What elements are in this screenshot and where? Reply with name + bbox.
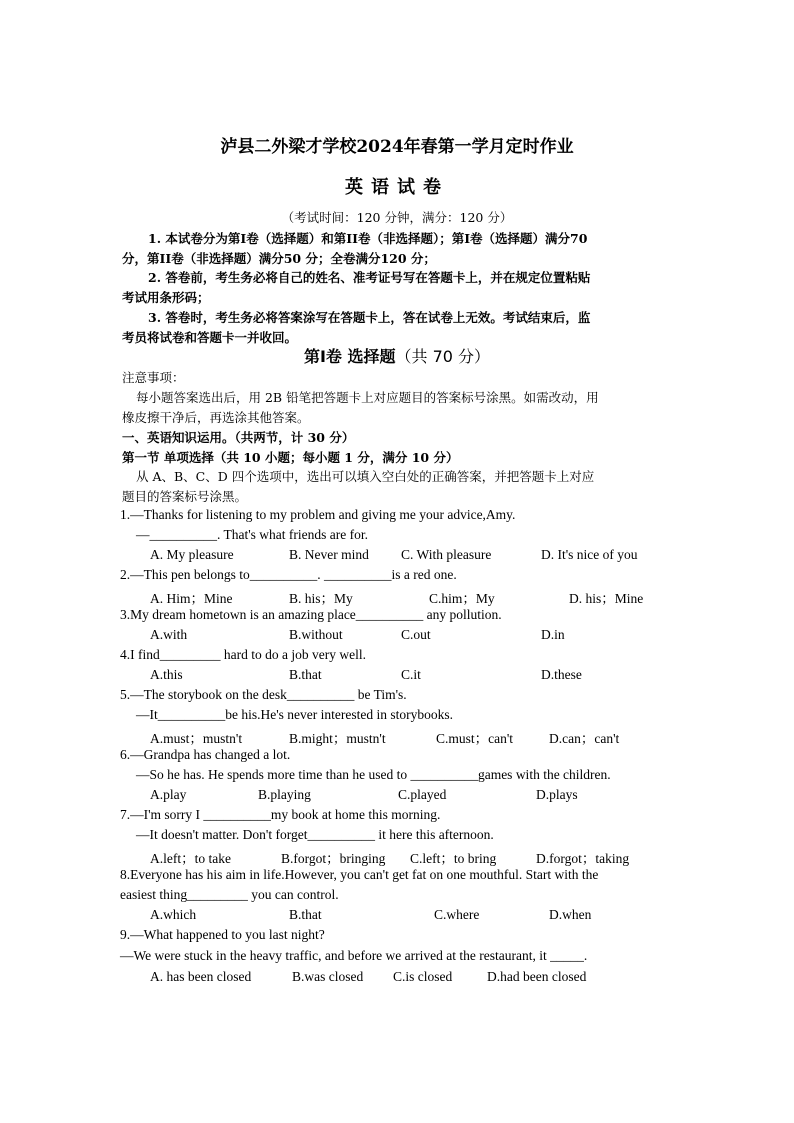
subsection-heading: 第一节 单项选择（共 10 小题；每小题 1 分，满分 10 分） — [122, 450, 459, 465]
instruction-2b: 考试用条形码； — [122, 290, 210, 305]
q9-option-d: D.had been closed — [487, 969, 587, 984]
question-3-line-1: 3.My dream hometown is an amazing place__________ any pollution. — [120, 607, 502, 622]
question-6-line-1: 6.—Grandpa has changed a lot. — [120, 747, 291, 762]
q7-option-d: D.forgot；taking — [536, 851, 630, 866]
subsection-desc-b: 题目的答案标号涂黑。 — [122, 489, 248, 504]
q7-option-c: C.left；to bring — [410, 851, 497, 866]
question-7-line-2: —It doesn't matter. Don't forget__________ it here this afternoon. — [136, 827, 494, 842]
note-text-b: 橡皮擦干净后，再选涂其他答案。 — [122, 410, 310, 425]
part-heading: 一、英语知识运用。（共两节，计 30 分） — [122, 430, 355, 445]
instruction-3b: 考员将试卷和答题卡一并收回。 — [122, 330, 298, 345]
section-title: 第Ⅰ卷 选择题 — [303, 347, 396, 366]
question-1-line-1: 1.—Thanks for listening to my problem and giving me your advice,Amy. — [120, 507, 516, 522]
q3-option-b: B.without — [289, 627, 343, 642]
instruction-3a: 3. 答卷时，考生务必将答案涂写在答题卡上，答在试卷上无效。考试结束后，监 — [148, 310, 591, 325]
q1-option-a: A. My pleasure — [150, 547, 234, 562]
q1-option-c: C. With pleasure — [401, 547, 492, 562]
instruction-1b: 分，第II卷（非选择题）满分50 分；全卷满分120 分； — [122, 251, 436, 266]
question-9-line-2: —We were stuck in the heavy traffic, and before we arrived at the restaurant, it _____. — [120, 948, 588, 963]
q2-option-d: D. his；Mine — [569, 591, 644, 606]
q5-option-c: C.must；can't — [436, 731, 514, 746]
q2-option-a: A. Him；Mine — [150, 591, 233, 606]
q8-option-d: D.when — [549, 907, 592, 922]
q7-option-a: A.left；to take — [150, 851, 231, 866]
q2-option-c: C.him；My — [429, 591, 495, 606]
q1-option-b: B. Never mind — [289, 547, 369, 562]
question-2-line-1: 2.—This pen belongs to__________. __________is a red one. — [120, 567, 457, 582]
q1-option-d: D. It's nice of you — [541, 547, 638, 562]
q9-option-c: C.is closed — [393, 969, 453, 984]
q4-option-b: B.that — [289, 667, 322, 682]
q4-option-d: D.these — [541, 667, 582, 682]
exam-subject: 英语试卷 — [345, 177, 449, 198]
q8-option-c: C.where — [434, 907, 480, 922]
section-score: （共 70 分） — [395, 347, 491, 366]
q3-option-d: D.in — [541, 627, 565, 642]
q8-option-a: A.which — [150, 907, 197, 922]
q9-option-a: A. has been closed — [150, 969, 252, 984]
q3-option-c: C.out — [401, 627, 431, 642]
q9-option-b: B.was closed — [292, 969, 364, 984]
q4-option-a: A.this — [150, 667, 183, 682]
q7-option-b: B.forgot；bringing — [281, 851, 386, 866]
question-5-line-1: 5.—The storybook on the desk__________ be Tim's. — [120, 687, 407, 702]
q4-option-c: C.it — [401, 667, 421, 682]
q8-option-b: B.that — [289, 907, 322, 922]
note-text-a: 每小题答案选出后，用 2B 铅笔把答题卡上对应题目的答案标号涂黑。如需改动，用 — [136, 390, 599, 405]
question-8-line-1: 8.Everyone has his aim in life.However, you can't get fat on one mouthful. Start with the — [120, 867, 599, 882]
q6-option-c: C.played — [398, 787, 447, 802]
q5-option-a: A.must；mustn't — [150, 731, 243, 746]
q6-option-d: D.plays — [536, 787, 578, 802]
exam-title: 泸县二外梁才学校2024年春第一学月定时作业 — [220, 137, 574, 157]
question-9-line-1: 9.—What happened to you last night? — [120, 927, 325, 942]
q5-option-b: B.might；mustn't — [289, 731, 386, 746]
instruction-1a: 1. 本试卷分为第Ⅰ卷（选择题）和第II卷（非选择题）；第Ⅰ卷（选择题）满分70 — [148, 231, 588, 246]
note-label: 注意事项： — [122, 370, 185, 385]
question-8-line-2: easiest thing_________ you can control. — [120, 887, 339, 902]
question-6-line-2: —So he has. He spends more time than he used to __________games with the children. — [136, 767, 611, 782]
question-7-line-1: 7.—I'm sorry I __________my book at home this morning. — [120, 807, 441, 822]
q6-option-a: A.play — [150, 787, 187, 802]
question-4-line-1: 4.I find_________ hard to do a job very well. — [120, 647, 366, 662]
q6-option-b: B.playing — [258, 787, 311, 802]
subsection-desc-a: 从 A、B、C、D 四个选项中，选出可以填入空白处的正确答案，并把答题卡上对应 — [136, 469, 595, 484]
q3-option-a: A.with — [150, 627, 188, 642]
instruction-2a: 2. 答卷前，考生务必将自己的姓名、准考证号写在答题卡上，并在规定位置粘贴 — [148, 270, 591, 285]
question-5-line-2: —It__________be his.He's never interested in storybooks. — [136, 707, 454, 722]
section-heading — [0, 344, 794, 367]
exam-info: （考试时间：120 分钟，满分：120 分） — [281, 210, 513, 225]
question-1-line-2: —__________. That's what friends are for. — [136, 527, 369, 542]
q2-option-b: B. his；My — [289, 591, 353, 606]
q5-option-d: D.can；can't — [549, 731, 620, 746]
